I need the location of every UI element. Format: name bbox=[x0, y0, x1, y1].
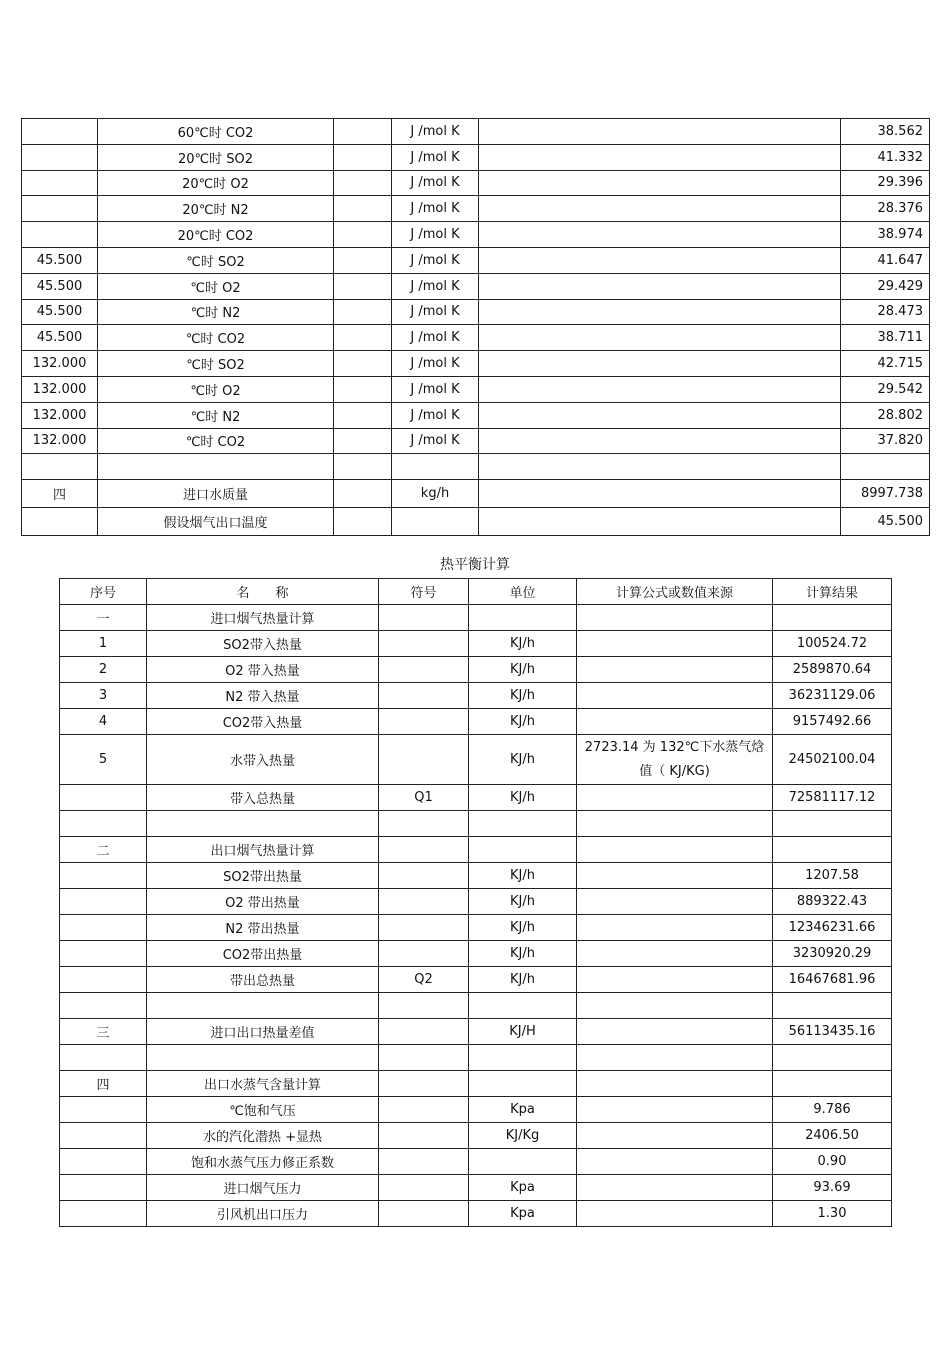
unit-cell bbox=[469, 605, 577, 631]
result-cell: 0.90 bbox=[773, 1149, 892, 1175]
gas-label-cell: ℃时 CO2 bbox=[98, 428, 334, 454]
value-cell: 29.429 bbox=[841, 273, 930, 299]
symbol-cell bbox=[379, 735, 469, 785]
formula-cell bbox=[479, 325, 841, 351]
symbol-cell: Q2 bbox=[379, 967, 469, 993]
source-cell bbox=[577, 889, 773, 915]
row-number-cell: 2 bbox=[60, 657, 147, 683]
source-cell bbox=[577, 1149, 773, 1175]
symbol-cell bbox=[379, 683, 469, 709]
value-cell: 42.715 bbox=[841, 351, 930, 377]
unit-cell: J /mol K bbox=[392, 325, 479, 351]
formula-cell bbox=[479, 454, 841, 480]
value-cell: 28.473 bbox=[841, 299, 930, 325]
source-cell bbox=[577, 941, 773, 967]
result-cell bbox=[773, 1045, 892, 1071]
blank-cell bbox=[334, 480, 392, 508]
heat-balance-table bbox=[59, 578, 892, 1227]
table-row bbox=[60, 785, 892, 811]
temperature-cell: 132.000 bbox=[22, 428, 98, 454]
unit-cell: KJ/h bbox=[469, 967, 577, 993]
source-cell bbox=[577, 1045, 773, 1071]
result-cell: 12346231.66 bbox=[773, 915, 892, 941]
symbol-cell bbox=[379, 915, 469, 941]
blank-cell bbox=[334, 170, 392, 196]
item-name-cell: CO2带出热量 bbox=[147, 941, 379, 967]
result-cell: 24502100.04 bbox=[773, 735, 892, 785]
temperature-cell: 四 bbox=[22, 480, 98, 508]
item-name-cell bbox=[147, 811, 379, 837]
symbol-cell bbox=[379, 941, 469, 967]
row-number-cell bbox=[60, 863, 147, 889]
item-name-cell: 饱和水蒸气压力修正系数 bbox=[147, 1149, 379, 1175]
unit-cell: J /mol K bbox=[392, 247, 479, 273]
table-row bbox=[22, 428, 930, 454]
unit-cell bbox=[392, 454, 479, 480]
result-cell: 2589870.64 bbox=[773, 657, 892, 683]
source-cell bbox=[577, 811, 773, 837]
table-row bbox=[60, 967, 892, 993]
table-row bbox=[60, 735, 892, 785]
blank-cell bbox=[334, 325, 392, 351]
table-row bbox=[22, 299, 930, 325]
result-cell: 889322.43 bbox=[773, 889, 892, 915]
table-row bbox=[60, 1123, 892, 1149]
item-name-cell: 出口烟气热量计算 bbox=[147, 837, 379, 863]
source-cell bbox=[577, 605, 773, 631]
source-cell bbox=[577, 709, 773, 735]
result-cell: 16467681.96 bbox=[773, 967, 892, 993]
symbol-cell bbox=[379, 657, 469, 683]
value-cell: 28.376 bbox=[841, 196, 930, 222]
unit-cell bbox=[392, 508, 479, 536]
table-row bbox=[60, 657, 892, 683]
unit-cell: KJ/h bbox=[469, 785, 577, 811]
source-cell bbox=[577, 1071, 773, 1097]
unit-cell: KJ/h bbox=[469, 709, 577, 735]
symbol-cell bbox=[379, 1097, 469, 1123]
unit-cell: KJ/h bbox=[469, 915, 577, 941]
value-cell: 29.396 bbox=[841, 170, 930, 196]
gas-label-cell: 假设烟气出口温度 bbox=[98, 508, 334, 536]
unit-cell bbox=[469, 993, 577, 1019]
item-name-cell: SO2带出热量 bbox=[147, 863, 379, 889]
temperature-cell bbox=[22, 454, 98, 480]
item-name-cell: 出口水蒸气含量计算 bbox=[147, 1071, 379, 1097]
formula-cell bbox=[479, 428, 841, 454]
table-row bbox=[22, 402, 930, 428]
item-name-cell: 进口出口热量差值 bbox=[147, 1019, 379, 1045]
row-number-cell: 三 bbox=[60, 1019, 147, 1045]
value-cell bbox=[841, 454, 930, 480]
row-number-cell: 四 bbox=[60, 1071, 147, 1097]
unit-cell: KJ/h bbox=[469, 631, 577, 657]
row-number-cell: 二 bbox=[60, 837, 147, 863]
table-row bbox=[60, 605, 892, 631]
item-name-cell: N2 带出热量 bbox=[147, 915, 379, 941]
item-name-cell: O2 带出热量 bbox=[147, 889, 379, 915]
table-row bbox=[22, 119, 930, 145]
result-cell: 72581117.12 bbox=[773, 785, 892, 811]
table-row bbox=[60, 631, 892, 657]
table-row bbox=[60, 889, 892, 915]
table-row bbox=[60, 837, 892, 863]
row-number-cell bbox=[60, 811, 147, 837]
temperature-cell bbox=[22, 508, 98, 536]
formula-cell bbox=[479, 508, 841, 536]
symbol-cell bbox=[379, 709, 469, 735]
gas-label-cell: ℃时 SO2 bbox=[98, 247, 334, 273]
row-number-cell bbox=[60, 915, 147, 941]
unit-cell: KJ/h bbox=[469, 941, 577, 967]
row-number-cell: 3 bbox=[60, 683, 147, 709]
table-row bbox=[60, 1175, 892, 1201]
result-cell: 2406.50 bbox=[773, 1123, 892, 1149]
gas-label-cell: ℃时 O2 bbox=[98, 376, 334, 402]
row-number-cell bbox=[60, 1123, 147, 1149]
temperature-cell: 45.500 bbox=[22, 273, 98, 299]
unit-cell: J /mol K bbox=[392, 273, 479, 299]
formula-cell bbox=[479, 402, 841, 428]
row-number-cell: 4 bbox=[60, 709, 147, 735]
item-name-cell: CO2带入热量 bbox=[147, 709, 379, 735]
row-number-cell bbox=[60, 993, 147, 1019]
blank-cell bbox=[334, 508, 392, 536]
symbol-cell bbox=[379, 1019, 469, 1045]
item-name-cell bbox=[147, 993, 379, 1019]
table-row bbox=[60, 993, 892, 1019]
row-number-cell: 5 bbox=[60, 735, 147, 785]
gas-label-cell: ℃时 N2 bbox=[98, 299, 334, 325]
gas-label-cell: ℃时 CO2 bbox=[98, 325, 334, 351]
table-row bbox=[60, 1201, 892, 1227]
table-row bbox=[60, 811, 892, 837]
blank-cell bbox=[334, 196, 392, 222]
item-name-cell: ℃饱和气压 bbox=[147, 1097, 379, 1123]
blank-cell bbox=[334, 299, 392, 325]
header-result: 计算结果 bbox=[773, 579, 892, 605]
blank-cell bbox=[334, 222, 392, 248]
unit-cell bbox=[469, 837, 577, 863]
row-number-cell bbox=[60, 889, 147, 915]
result-cell: 93.69 bbox=[773, 1175, 892, 1201]
result-cell: 3230920.29 bbox=[773, 941, 892, 967]
result-cell: 9.786 bbox=[773, 1097, 892, 1123]
unit-cell: J /mol K bbox=[392, 351, 479, 377]
symbol-cell: Q1 bbox=[379, 785, 469, 811]
table-row bbox=[22, 273, 930, 299]
formula-cell bbox=[479, 222, 841, 248]
formula-cell bbox=[479, 196, 841, 222]
result-cell bbox=[773, 993, 892, 1019]
temperature-cell: 132.000 bbox=[22, 402, 98, 428]
blank-cell bbox=[334, 247, 392, 273]
item-name-cell: 进口烟气热量计算 bbox=[147, 605, 379, 631]
blank-cell bbox=[334, 351, 392, 377]
header-name: 名 称 bbox=[147, 579, 379, 605]
blank-cell bbox=[334, 144, 392, 170]
unit-cell: J /mol K bbox=[392, 428, 479, 454]
temperature-cell: 132.000 bbox=[22, 351, 98, 377]
symbol-cell bbox=[379, 1175, 469, 1201]
item-name-cell: 水带入热量 bbox=[147, 735, 379, 785]
unit-cell: J /mol K bbox=[392, 170, 479, 196]
symbol-cell bbox=[379, 1123, 469, 1149]
value-cell: 28.802 bbox=[841, 402, 930, 428]
table-row bbox=[22, 222, 930, 248]
unit-cell: J /mol K bbox=[392, 222, 479, 248]
unit-cell: J /mol K bbox=[392, 376, 479, 402]
table-row bbox=[22, 508, 930, 536]
item-name-cell: N2 带入热量 bbox=[147, 683, 379, 709]
unit-cell: J /mol K bbox=[392, 119, 479, 145]
unit-cell: KJ/h bbox=[469, 657, 577, 683]
row-number-cell bbox=[60, 1201, 147, 1227]
source-cell: 2723.14 为 132℃下水蒸气焓值（ KJ/KG) bbox=[577, 735, 773, 785]
table-row bbox=[60, 1071, 892, 1097]
item-name-cell: 进口烟气压力 bbox=[147, 1175, 379, 1201]
result-cell: 1.30 bbox=[773, 1201, 892, 1227]
table-row bbox=[60, 1097, 892, 1123]
blank-cell bbox=[334, 273, 392, 299]
unit-cell: KJ/h bbox=[469, 683, 577, 709]
unit-cell: Kpa bbox=[469, 1175, 577, 1201]
heat-balance-header bbox=[60, 579, 892, 605]
temperature-cell: 132.000 bbox=[22, 376, 98, 402]
table-row bbox=[22, 454, 930, 480]
item-name-cell: 水的汽化潜热 +显热 bbox=[147, 1123, 379, 1149]
unit-cell bbox=[469, 1149, 577, 1175]
source-cell bbox=[577, 785, 773, 811]
formula-cell bbox=[479, 144, 841, 170]
formula-cell bbox=[479, 170, 841, 196]
table-row bbox=[22, 247, 930, 273]
gas-label-cell: 20℃时 O2 bbox=[98, 170, 334, 196]
table-row bbox=[22, 351, 930, 377]
value-cell: 41.647 bbox=[841, 247, 930, 273]
temperature-cell bbox=[22, 170, 98, 196]
header-no: 序号 bbox=[60, 579, 147, 605]
gas-label-cell: 进口水质量 bbox=[98, 480, 334, 508]
unit-cell: KJ/h bbox=[469, 889, 577, 915]
temperature-cell bbox=[22, 222, 98, 248]
row-number-cell bbox=[60, 1097, 147, 1123]
row-number-cell: 1 bbox=[60, 631, 147, 657]
symbol-cell bbox=[379, 1149, 469, 1175]
header-source: 计算公式或数值来源 bbox=[577, 579, 773, 605]
result-cell bbox=[773, 837, 892, 863]
item-name-cell: 带出总热量 bbox=[147, 967, 379, 993]
header-symbol: 符号 bbox=[379, 579, 469, 605]
value-cell: 8997.738 bbox=[841, 480, 930, 508]
value-cell: 45.500 bbox=[841, 508, 930, 536]
table-row bbox=[60, 709, 892, 735]
symbol-cell bbox=[379, 993, 469, 1019]
temperature-cell: 45.500 bbox=[22, 247, 98, 273]
table-row bbox=[22, 170, 930, 196]
source-cell bbox=[577, 683, 773, 709]
table-row bbox=[60, 683, 892, 709]
formula-cell bbox=[479, 247, 841, 273]
unit-cell: KJ/H bbox=[469, 1019, 577, 1045]
unit-cell: J /mol K bbox=[392, 196, 479, 222]
result-cell: 36231129.06 bbox=[773, 683, 892, 709]
source-cell bbox=[577, 1201, 773, 1227]
source-cell bbox=[577, 631, 773, 657]
temperature-cell bbox=[22, 196, 98, 222]
temperature-cell: 45.500 bbox=[22, 325, 98, 351]
table-row bbox=[22, 480, 930, 508]
table-row bbox=[60, 1045, 892, 1071]
source-cell bbox=[577, 967, 773, 993]
table-row bbox=[22, 144, 930, 170]
source-cell bbox=[577, 1175, 773, 1201]
symbol-cell bbox=[379, 837, 469, 863]
unit-cell: Kpa bbox=[469, 1097, 577, 1123]
formula-cell bbox=[479, 299, 841, 325]
symbol-cell bbox=[379, 1071, 469, 1097]
blank-cell bbox=[334, 428, 392, 454]
row-number-cell: 一 bbox=[60, 605, 147, 631]
unit-cell: J /mol K bbox=[392, 144, 479, 170]
gas-label-cell: 20℃时 SO2 bbox=[98, 144, 334, 170]
item-name-cell bbox=[147, 1045, 379, 1071]
table-row bbox=[22, 376, 930, 402]
row-number-cell bbox=[60, 941, 147, 967]
symbol-cell bbox=[379, 1201, 469, 1227]
source-cell bbox=[577, 837, 773, 863]
row-number-cell bbox=[60, 1175, 147, 1201]
unit-cell bbox=[469, 1071, 577, 1097]
table-row bbox=[60, 863, 892, 889]
header-unit: 单位 bbox=[469, 579, 577, 605]
blank-cell bbox=[334, 376, 392, 402]
gas-label-cell: ℃时 O2 bbox=[98, 273, 334, 299]
value-cell: 41.332 bbox=[841, 144, 930, 170]
formula-cell bbox=[479, 480, 841, 508]
blank-cell bbox=[334, 402, 392, 428]
item-name-cell: 引风机出口压力 bbox=[147, 1201, 379, 1227]
source-cell bbox=[577, 1123, 773, 1149]
blank-cell bbox=[334, 454, 392, 480]
result-cell bbox=[773, 605, 892, 631]
symbol-cell bbox=[379, 605, 469, 631]
table-row bbox=[60, 1019, 892, 1045]
unit-cell: KJ/h bbox=[469, 735, 577, 785]
result-cell bbox=[773, 1071, 892, 1097]
value-cell: 38.711 bbox=[841, 325, 930, 351]
item-name-cell: SO2带入热量 bbox=[147, 631, 379, 657]
heat-balance-body bbox=[60, 605, 892, 1227]
source-cell bbox=[577, 1019, 773, 1045]
item-name-cell: O2 带入热量 bbox=[147, 657, 379, 683]
temperature-cell bbox=[22, 144, 98, 170]
result-cell bbox=[773, 811, 892, 837]
unit-cell: KJ/Kg bbox=[469, 1123, 577, 1149]
symbol-cell bbox=[379, 811, 469, 837]
blank-cell bbox=[334, 119, 392, 145]
heat-balance-title: 热平衡计算 bbox=[440, 557, 510, 573]
unit-cell: kg/h bbox=[392, 480, 479, 508]
result-cell: 56113435.16 bbox=[773, 1019, 892, 1045]
source-cell bbox=[577, 915, 773, 941]
specific-heat-table bbox=[21, 118, 930, 536]
formula-cell bbox=[479, 351, 841, 377]
formula-cell bbox=[479, 119, 841, 145]
unit-cell: J /mol K bbox=[392, 402, 479, 428]
unit-cell: Kpa bbox=[469, 1201, 577, 1227]
source-cell bbox=[577, 863, 773, 889]
temperature-cell bbox=[22, 119, 98, 145]
formula-cell bbox=[479, 376, 841, 402]
symbol-cell bbox=[379, 863, 469, 889]
row-number-cell bbox=[60, 785, 147, 811]
value-cell: 38.562 bbox=[841, 119, 930, 145]
value-cell: 37.820 bbox=[841, 428, 930, 454]
item-name-cell: 带入总热量 bbox=[147, 785, 379, 811]
symbol-cell bbox=[379, 1045, 469, 1071]
row-number-cell bbox=[60, 967, 147, 993]
formula-cell bbox=[479, 273, 841, 299]
gas-label-cell: ℃时 N2 bbox=[98, 402, 334, 428]
result-cell: 1207.58 bbox=[773, 863, 892, 889]
table-row bbox=[60, 915, 892, 941]
result-cell: 100524.72 bbox=[773, 631, 892, 657]
value-cell: 38.974 bbox=[841, 222, 930, 248]
unit-cell: KJ/h bbox=[469, 863, 577, 889]
source-cell bbox=[577, 657, 773, 683]
specific-heat-table-body bbox=[22, 119, 930, 536]
unit-cell bbox=[469, 811, 577, 837]
value-cell: 29.542 bbox=[841, 376, 930, 402]
row-number-cell bbox=[60, 1149, 147, 1175]
table-row bbox=[22, 325, 930, 351]
gas-label-cell bbox=[98, 454, 334, 480]
table-row bbox=[60, 941, 892, 967]
source-cell bbox=[577, 1097, 773, 1123]
table-row bbox=[22, 196, 930, 222]
temperature-cell: 45.500 bbox=[22, 299, 98, 325]
gas-label-cell: 20℃时 N2 bbox=[98, 196, 334, 222]
symbol-cell bbox=[379, 889, 469, 915]
result-cell: 9157492.66 bbox=[773, 709, 892, 735]
table-row bbox=[60, 1149, 892, 1175]
gas-label-cell: 60℃时 CO2 bbox=[98, 119, 334, 145]
unit-cell bbox=[469, 1045, 577, 1071]
gas-label-cell: ℃时 SO2 bbox=[98, 351, 334, 377]
symbol-cell bbox=[379, 631, 469, 657]
unit-cell: J /mol K bbox=[392, 299, 479, 325]
source-cell bbox=[577, 993, 773, 1019]
row-number-cell bbox=[60, 1045, 147, 1071]
gas-label-cell: 20℃时 CO2 bbox=[98, 222, 334, 248]
